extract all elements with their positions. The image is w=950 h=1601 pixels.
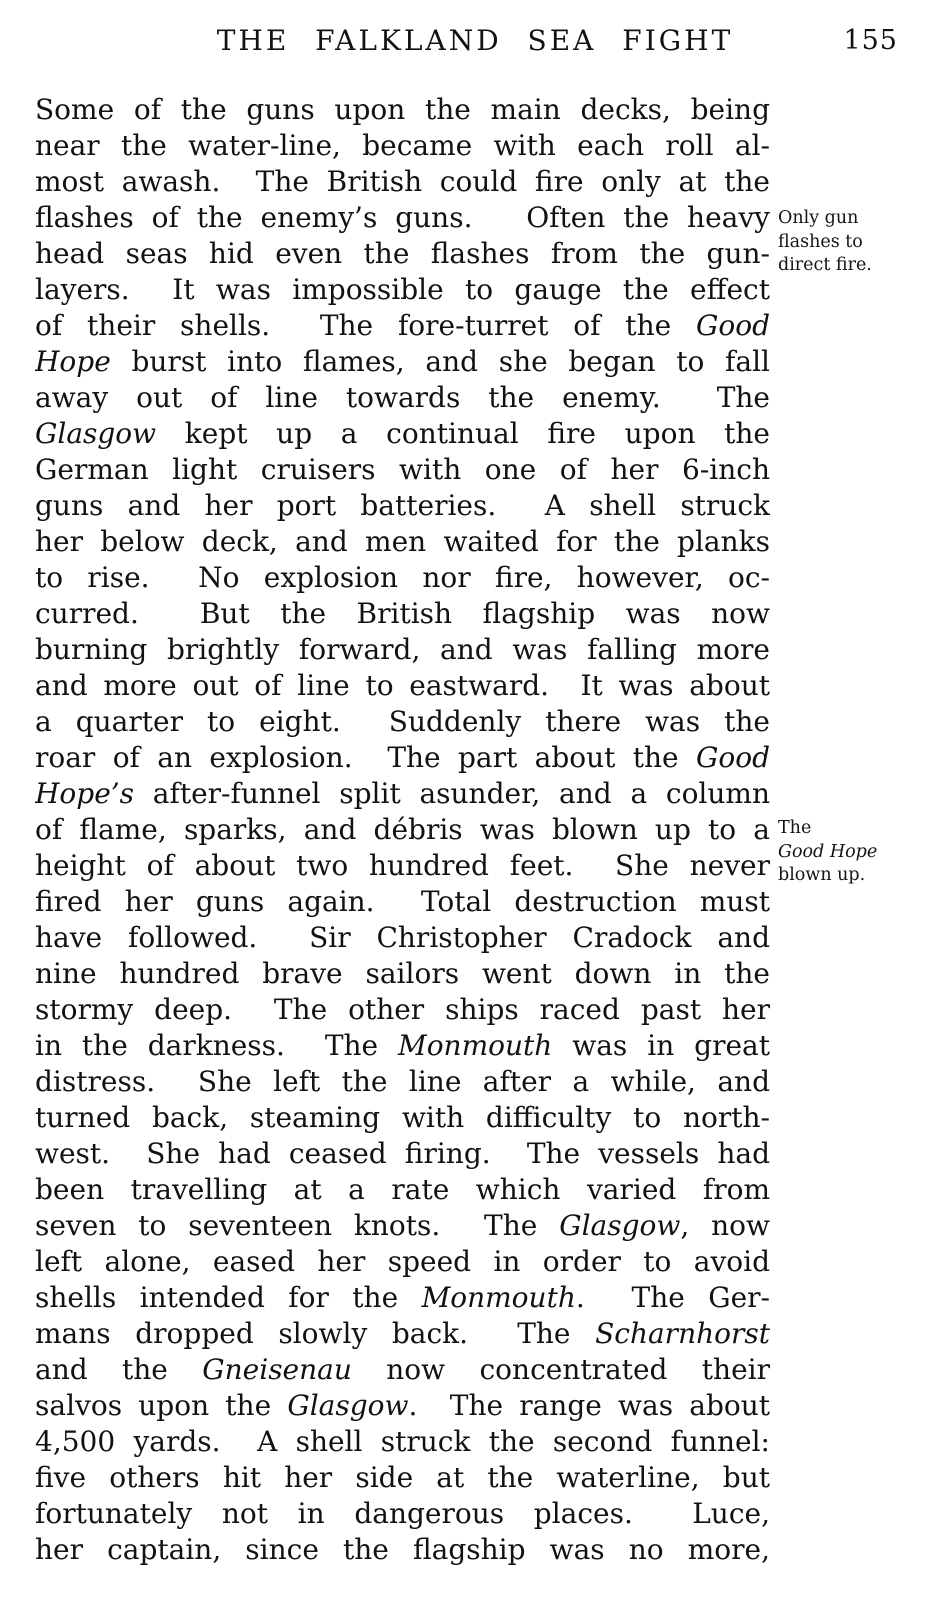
- page-header: [0, 24, 950, 64]
- text-line: her below deck, and men waited for the planks: [35, 525, 770, 558]
- text-line: mans dropped slowly back. The Scharnhorst: [35, 1317, 770, 1350]
- text-line: salvos upon the Glasgow. The range was about: [35, 1389, 770, 1422]
- page-body: [35, 92, 770, 1568]
- text-line: been travelling at a rate which varied from: [35, 1173, 770, 1206]
- text-line: turned back, steaming with difficulty to north-: [35, 1101, 770, 1134]
- text-line: flashes of the enemy’s guns. Often the heavy: [35, 201, 770, 234]
- text-line: head seas hid even the flashes from the gun-: [35, 237, 770, 270]
- text-line: have followed. Sir Christopher Cradock and: [35, 921, 770, 954]
- text-line: distress. She left the line after a while, and: [35, 1065, 770, 1098]
- text-line: most awash. The British could fire only at the: [35, 165, 770, 198]
- text-line: seven to seventeen knots. The Glasgow, now: [35, 1209, 770, 1242]
- text-line: her captain, since the flagship was no more,: [35, 1533, 770, 1566]
- text-line: away out of line towards the enemy. The: [35, 381, 770, 414]
- margin-note-line: Good Hope: [778, 841, 878, 862]
- text-line: roar of an explosion. The part about the Good: [35, 741, 770, 774]
- text-line: guns and her port batteries. A shell struck: [35, 489, 770, 522]
- margin-note-good-hope: [778, 817, 946, 888]
- text-line: five others hit her side at the waterline, but: [35, 1461, 770, 1494]
- text-line: Hope’s after-funnel split asunder, and a column: [35, 777, 770, 810]
- text-line: a quarter to eight. Suddenly there was the: [35, 705, 770, 738]
- text-line: of flame, sparks, and débris was blown up to a: [35, 813, 770, 846]
- text-line: near the water-line, became with each roll al-: [35, 129, 770, 162]
- text-line: German light cruisers with one of her 6-inch: [35, 453, 770, 486]
- text-line: and the Gneisenau now concentrated their: [35, 1353, 770, 1386]
- margin-note-gun-flashes: [778, 207, 946, 278]
- text-line: and more out of line to eastward. It was about: [35, 669, 770, 702]
- text-line: to rise. No explosion nor fire, however, oc-: [35, 561, 770, 594]
- text-line: of their shells. The fore-turret of the Good: [35, 309, 770, 342]
- text-line: stormy deep. The other ships raced past her: [35, 993, 770, 1026]
- text-line: in the darkness. The Monmouth was in great: [35, 1029, 770, 1062]
- text-line: curred. But the British flagship was now: [35, 597, 770, 630]
- text-line: nine hundred brave sailors went down in the: [35, 957, 770, 990]
- text-line: Glasgow kept up a continual fire upon the: [35, 417, 770, 450]
- text-line: height of about two hundred feet. She never: [35, 849, 770, 882]
- text-line: burning brightly forward, and was falling more: [35, 633, 770, 666]
- text-line: Some of the guns upon the main decks, being: [35, 93, 770, 126]
- page-title: THE FALKLAND SEA FIGHT: [216, 24, 734, 57]
- text-line: west. She had ceased firing. The vessels had: [35, 1137, 770, 1170]
- text-line: 4,500 yards. A shell struck the second funnel:: [35, 1425, 770, 1458]
- text-line: left alone, eased her speed in order to avoid: [35, 1245, 770, 1278]
- text-line: fired her guns again. Total destruction must: [35, 885, 770, 918]
- text-line: fortunately not in dangerous places. Luce,: [35, 1497, 770, 1530]
- text-line: shells intended for the Monmouth. The Ger-: [35, 1281, 770, 1314]
- text-line: layers. It was impossible to gauge the effect: [35, 273, 770, 306]
- margin-note-line: direct fire.: [778, 255, 872, 275]
- margin-note-line: flashes to: [778, 231, 863, 252]
- margin-note-line: Only gun: [778, 208, 859, 228]
- text-line: Hope burst into flames, and she began to fall: [35, 345, 770, 378]
- margin-note-line: The: [778, 818, 812, 838]
- page-number: 155: [843, 25, 898, 56]
- margin-note-line: blown up.: [778, 865, 866, 885]
